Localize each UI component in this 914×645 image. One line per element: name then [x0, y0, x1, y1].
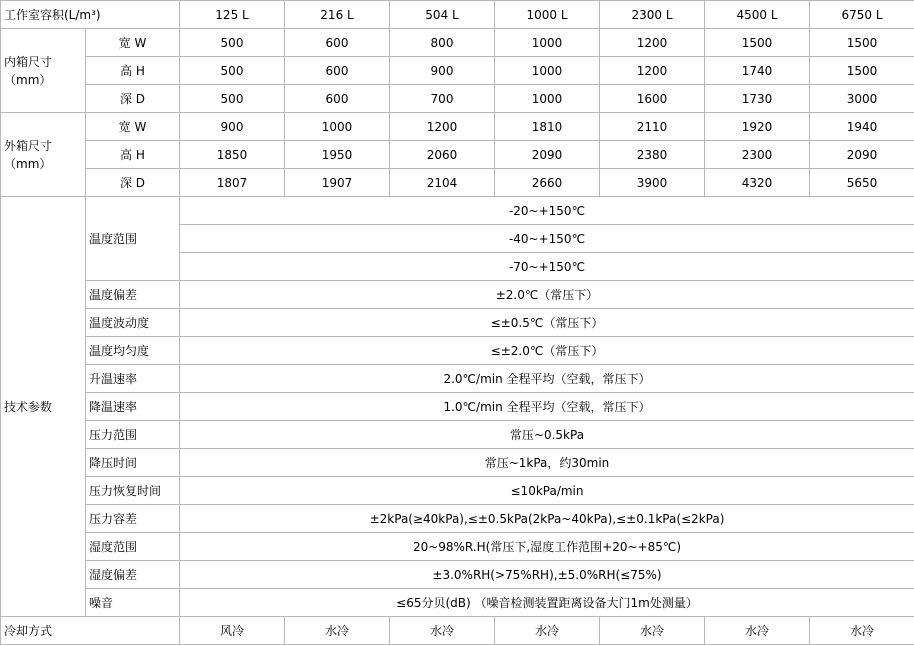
- value-cell: 1000: [495, 85, 600, 113]
- dimension-label: 高 H: [86, 57, 180, 85]
- table-row: [1, 617, 914, 645]
- volume-cell: 504 L: [390, 1, 495, 29]
- value-cell: 风冷: [180, 617, 285, 645]
- table-row: [1, 85, 914, 113]
- table-row: [1, 337, 914, 365]
- value-cell: 2104: [390, 169, 495, 197]
- value-cell: 1850: [180, 141, 285, 169]
- value-cell: 700: [390, 85, 495, 113]
- value-cell: 2060: [390, 141, 495, 169]
- param-label: 温度偏差: [86, 281, 180, 309]
- table-row: [1, 309, 914, 337]
- param-value: ±3.0%RH(>75%RH),±5.0%RH(≤75%): [180, 561, 914, 589]
- value-cell: 3900: [600, 169, 705, 197]
- value-cell: 水冷: [390, 617, 495, 645]
- param-label: 降压时间: [86, 449, 180, 477]
- param-value: -40~+150℃: [180, 225, 914, 253]
- cooling-label: 冷却方式: [1, 617, 180, 645]
- table-row: [1, 393, 914, 421]
- value-cell: 1000: [495, 57, 600, 85]
- param-value: 1.0℃/min 全程平均（空载，常压下）: [180, 393, 914, 421]
- value-cell: 1730: [705, 85, 810, 113]
- param-label: 噪音: [86, 589, 180, 617]
- param-value: -70~+150℃: [180, 253, 914, 281]
- value-cell: 1950: [285, 141, 390, 169]
- table-row: [1, 113, 914, 141]
- value-cell: 900: [390, 57, 495, 85]
- value-cell: 1500: [810, 57, 914, 85]
- value-cell: 2300: [705, 141, 810, 169]
- volume-cell: 1000 L: [495, 1, 600, 29]
- param-label: 湿度范围: [86, 533, 180, 561]
- value-cell: 5650: [810, 169, 914, 197]
- table-row: [1, 505, 914, 533]
- value-cell: 2110: [600, 113, 705, 141]
- value-cell: 2090: [495, 141, 600, 169]
- table-row: [1, 561, 914, 589]
- param-label: 湿度偏差: [86, 561, 180, 589]
- value-cell: 1740: [705, 57, 810, 85]
- param-value: 20~98%R.H(常压下,湿度工作范围+20~+85℃): [180, 533, 914, 561]
- table-row: [1, 281, 914, 309]
- value-cell: 800: [390, 29, 495, 57]
- value-cell: 1000: [285, 113, 390, 141]
- param-label: 温度范围: [86, 197, 180, 281]
- table-row: [1, 169, 914, 197]
- param-label: 压力范围: [86, 421, 180, 449]
- param-value: ≤±2.0℃（常压下）: [180, 337, 914, 365]
- dimension-label: 宽 W: [86, 113, 180, 141]
- value-cell: 1000: [495, 29, 600, 57]
- param-value: -20~+150℃: [180, 197, 914, 225]
- value-cell: 4320: [705, 169, 810, 197]
- inner-dimensions-label: 内箱尺寸（mm）: [1, 29, 86, 113]
- volume-cell: 2300 L: [600, 1, 705, 29]
- value-cell: 1500: [705, 29, 810, 57]
- dimension-label: 深 D: [86, 169, 180, 197]
- value-cell: 1907: [285, 169, 390, 197]
- value-cell: 500: [180, 57, 285, 85]
- param-value: 2.0℃/min 全程平均（空载，常压下）: [180, 365, 914, 393]
- param-label: 温度波动度: [86, 309, 180, 337]
- param-value: ±2kPa(≥40kPa),≤±0.5kPa(2kPa~40kPa),≤±0.1kPa(≤2kPa): [180, 505, 914, 533]
- value-cell: 1940: [810, 113, 914, 141]
- value-cell: 1200: [600, 29, 705, 57]
- value-cell: 600: [285, 57, 390, 85]
- value-cell: 1810: [495, 113, 600, 141]
- param-value: 常压~0.5kPa: [180, 421, 914, 449]
- dimension-label: 高 H: [86, 141, 180, 169]
- table-row: [1, 365, 914, 393]
- value-cell: 1920: [705, 113, 810, 141]
- volume-cell: 216 L: [285, 1, 390, 29]
- value-cell: 1200: [390, 113, 495, 141]
- value-cell: 水冷: [285, 617, 390, 645]
- param-value: ≤10kPa/min: [180, 477, 914, 505]
- value-cell: 1200: [600, 57, 705, 85]
- dimension-label: 深 D: [86, 85, 180, 113]
- volume-cell: 125 L: [180, 1, 285, 29]
- table-row: [1, 421, 914, 449]
- value-cell: 水冷: [705, 617, 810, 645]
- value-cell: 500: [180, 85, 285, 113]
- value-cell: 3000: [810, 85, 914, 113]
- value-cell: 2660: [495, 169, 600, 197]
- volume-cell: 6750 L: [810, 1, 914, 29]
- value-cell: 1600: [600, 85, 705, 113]
- table-row: [1, 449, 914, 477]
- dimension-label: 宽 W: [86, 29, 180, 57]
- param-label: 压力容差: [86, 505, 180, 533]
- value-cell: 600: [285, 29, 390, 57]
- table-row: [1, 533, 914, 561]
- table-row: [1, 57, 914, 85]
- value-cell: 600: [285, 85, 390, 113]
- value-cell: 2090: [810, 141, 914, 169]
- table-row: [1, 29, 914, 57]
- value-cell: 1807: [180, 169, 285, 197]
- value-cell: 500: [180, 29, 285, 57]
- param-label: 升温速率: [86, 365, 180, 393]
- param-value: 常压~1kPa，约30min: [180, 449, 914, 477]
- header-label: 工作室容积(L/m³): [1, 1, 180, 29]
- outer-dimensions-label: 外箱尺寸（mm）: [1, 113, 86, 197]
- value-cell: 1500: [810, 29, 914, 57]
- param-label: 降温速率: [86, 393, 180, 421]
- value-cell: 水冷: [600, 617, 705, 645]
- table-row: [1, 589, 914, 617]
- param-label: 压力恢复时间: [86, 477, 180, 505]
- value-cell: 水冷: [810, 617, 914, 645]
- param-label: 温度均匀度: [86, 337, 180, 365]
- value-cell: 900: [180, 113, 285, 141]
- volume-cell: 4500 L: [705, 1, 810, 29]
- tech-params-label: 技术参数: [1, 197, 86, 617]
- value-cell: 水冷: [495, 617, 600, 645]
- value-cell: 2380: [600, 141, 705, 169]
- param-value: ±2.0℃（常压下）: [180, 281, 914, 309]
- header-row: [1, 1, 914, 29]
- table-row: [1, 197, 914, 225]
- table-row: [1, 141, 914, 169]
- param-value: ≤±0.5℃（常压下）: [180, 309, 914, 337]
- table-row: [1, 477, 914, 505]
- param-value: ≤65分贝(dB) （噪音检测装置距离设备大门1m处测量）: [180, 589, 914, 617]
